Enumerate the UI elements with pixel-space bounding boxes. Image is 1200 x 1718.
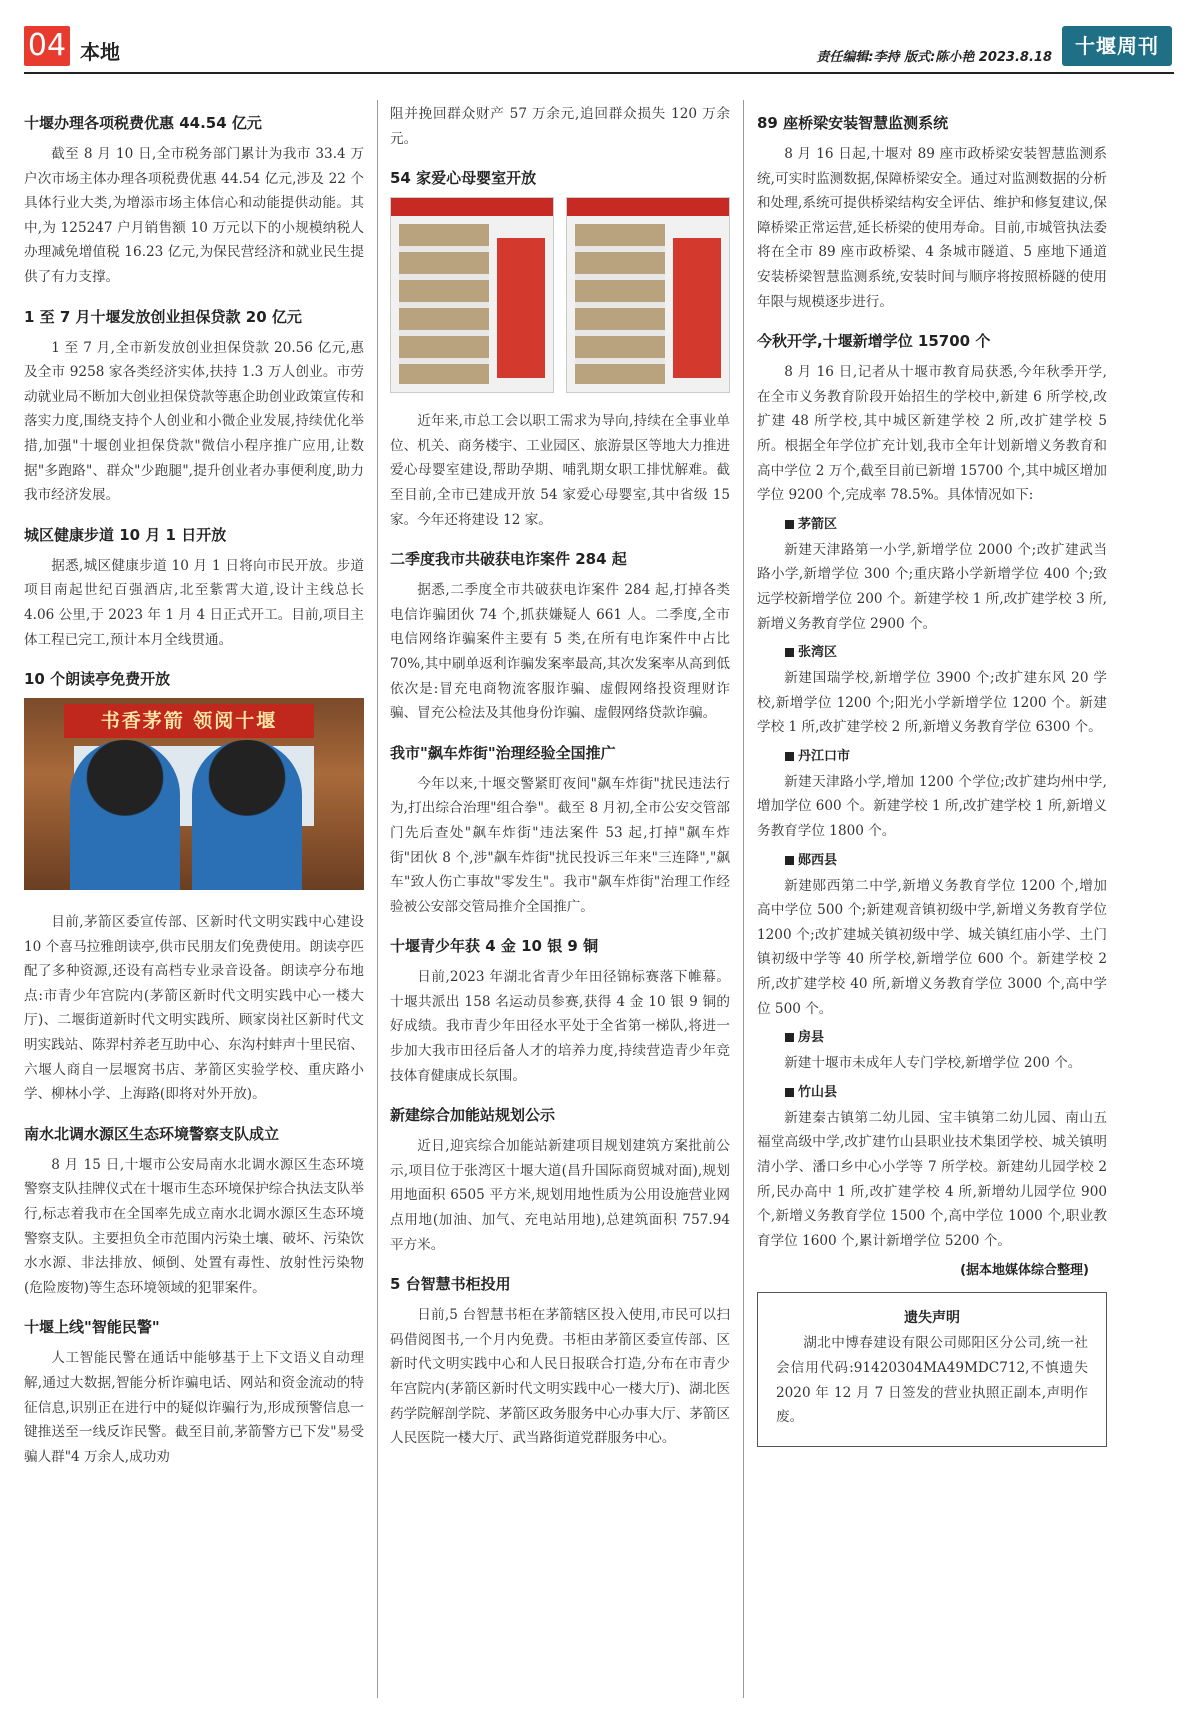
- district-heading: 丹江口市: [785, 746, 1107, 768]
- brand-logo: 十堰周刊: [1062, 26, 1172, 66]
- article-title: 10 个朗读亭免费开放: [24, 670, 171, 689]
- page-header: [24, 26, 1172, 72]
- loss-notice-box: [757, 1292, 1107, 1446]
- district-body: 新建郧西第二中学,新增义务教育学位 1200 个,增加高中学位 500 个;新建观音镇初级中学,新增义务教育学位 1200 个;改扩建城关镇初级中学、城关镇红庙小学、土门镇初级中学等 40 所学校,新增学位 600 个。新建学校 2 所,改扩建学校 40 所,新增义务教育学位 3000 个,高中学位 500 个。: [757, 877, 1107, 1017]
- article-title: 十堰青少年获 4 金 10 银 9 铜: [390, 937, 599, 956]
- column-3: [757, 96, 1107, 1447]
- district-heading: 茅箭区: [785, 514, 1107, 536]
- article-body: 近日,迎宾综合加能站新建项目规划建筑方案批前公示,项目位于张湾区十堰大道(昌升国际商贸城对面),规划用地面积 6505 平方米,规划用地性质为公用设施营业网点用地(加油、加气、充电站用地),总建筑面积 757.94 平方米。: [390, 1138, 730, 1253]
- article-title: 5 台智慧书柜投用: [390, 1275, 511, 1294]
- article-title: 十堰上线"智能民警": [24, 1318, 160, 1337]
- article-title: 54 家爱心母婴室开放: [390, 169, 537, 188]
- editor-info: 责任编辑:李持 版式:陈小艳 2023.8.18: [816, 50, 1052, 65]
- square-bullet-icon: [785, 856, 794, 865]
- district-body: 新建天津路小学,增加 1200 个学位;改扩建均州中学,增加学位 600 个。新建学校 1 所,改扩建学校 1 所,新增义务教育学位 1800 个。: [757, 773, 1107, 840]
- article-body: 阻并挽回群众财产 57 万余元,追回群众损失 120 万余元。: [390, 106, 730, 147]
- photo-banner-text: 书香茅箭 领阅十堰: [64, 704, 314, 738]
- article-title: 十堰办理各项税费优惠 44.54 亿元: [24, 114, 262, 132]
- section-title: 本地: [80, 40, 120, 64]
- notice-body: 湖北中博春建设有限公司郧阳区分公司,统一社会信用代码:91420304MA49MDC712,不慎遗失 2020 年 12 月 7 日签发的营业执照正副本,声明作废。: [776, 1335, 1088, 1426]
- header-divider: [24, 72, 1174, 74]
- page-number: 04: [24, 26, 70, 66]
- district-heading: 竹山县: [785, 1082, 1107, 1104]
- square-bullet-icon: [785, 752, 794, 761]
- article-body: 日前,5 台智慧书柜在茅箭辖区投入使用,市民可以扫码借阅图书,一个月内免费。书柜由茅箭区委宣传部、区新时代文明实践中心和人民日报联合打造,分布在市青少年宫院内(茅箭区新时代文明实践中心一楼大厅)、湖北医药学院解剖学院、茅箭区政务服务中心办事大厅、茅箭区人民医院一楼大厅、武当路街道党群服务中心。: [390, 1307, 730, 1447]
- bookshelf-image: [566, 197, 730, 393]
- district-heading: 房县: [785, 1027, 1107, 1049]
- article-title: 南水北调水源区生态环境警察支队成立: [24, 1124, 280, 1143]
- article-title: 今秋开学,十堰新增学位 15700 个: [757, 332, 991, 351]
- source-note: (据本地媒体综合整理): [960, 1263, 1089, 1279]
- column-1: [24, 96, 364, 1475]
- article-body: 人工智能民警在通话中能够基于上下文语义自动理解,通过大数据,智能分析诈骗电话、网站和资金流动的特征信息,识别正在进行中的疑似诈骗行为,形成预警信息一键推送至一线反诈民警。截至目前,茅箭警方已下发"易受骗人群"4 万余人,成功劝: [24, 1350, 364, 1465]
- article-body: 1 至 7 月,全市新发放创业担保贷款 20.56 亿元,惠及全市 9258 家各类经济实体,扶持 1.3 万人创业。市劳动就业局不断加大创业担保贷款等惠企助创业政策宣传和落实力度,围绕支持个人创业和小微企业发展,持续优化举措,加强"十堰创业担保贷款"微信小程序推广应用,让数据"多跑路"、群众"少跑腿",提升创业者办事便利度,助力我市经济发展。: [24, 339, 364, 504]
- article-body: 据悉,城区健康步道 10 月 1 日将向市民开放。步道项目南起世纪百强酒店,北至紫霄大道,设计主线总长 4.06 公里,于 2023 年 1 月 4 日正式开工。目前,项目主体工程已完工,预计本月全线贯通。: [24, 557, 364, 648]
- square-bullet-icon: [785, 1088, 794, 1097]
- district-heading: 张湾区: [785, 642, 1107, 664]
- article-body: 据悉,二季度全市共破获电诈案件 284 起,打掉各类电信诈骗团伙 74 个,抓获嫌疑人 661 人。二季度,全市电信网络诈骗案件主要有 5 类,在所有电诈案件中占比 70%,其中刷单返利诈骗发案率最高,其次发案率从高到低依次是:冒充电商物流客服诈骗、虚假网络投资理财诈骗、冒充公检法及其他身份诈骗、虚假网络贷款诈骗。: [390, 582, 730, 722]
- bookshelf-image: [390, 197, 554, 393]
- person-figure: [70, 740, 180, 890]
- article-title: 二季度我市共破获电诈案件 284 起: [390, 550, 627, 569]
- district-body: 新建十堰市未成年人专门学校,新增学位 200 个。: [784, 1055, 1082, 1072]
- column-divider: [377, 100, 378, 1698]
- reading-booth-photo: [24, 698, 364, 890]
- district-body: 新建国瑞学校,新增学位 3900 个;改扩建东风 20 学校,新增学位 1200 个;阳光小学新增学位 1200 个。新建学校 1 所,改扩建学校 2 所,新增义务教育学位 6300 个。: [757, 670, 1107, 736]
- article-body: 日前,2023 年湖北省青少年田径锦标赛落下帷幕。十堰共派出 158 名运动员参赛,获得 4 金 10 银 9 铜的好成绩。我市青少年田径水平处于全省第一梯队,将进一步加大我市田径后备人才的培养力度,持续营造青少年竞技体育健康成长氛围。: [390, 969, 730, 1084]
- square-bullet-icon: [785, 648, 794, 657]
- article-title: 1 至 7 月十堰发放创业担保贷款 20 亿元: [24, 307, 302, 326]
- article-body: 今年以来,十堰交警紧盯夜间"飙车炸街"扰民违法行为,打出综合治理"组合拳"。截至 8 月初,全市公安交管部门先后查处"飙车炸街"违法案件 53 起,打掉"飙车炸街"团伙 8 个,涉"飙车炸街"扰民投诉三年来"三连降","飙车"致人伤亡事故"零发生"。我市"飙车炸街"治理工作经验被公安部交管局推介全国推广。: [390, 775, 730, 915]
- person-figure: [192, 740, 302, 890]
- article-title: 我市"飙车炸街"治理经验全国推广: [390, 743, 616, 762]
- district-body: 新建秦古镇第二幼儿园、宝丰镇第二幼儿园、南山五福堂高级中学,改扩建竹山县职业技术集团学校、城关镇明清小学、潘口乡中心小学等 7 所学校。新建幼儿园学校 2 所,民办高中 1 所,改扩建学校 4 所,新增幼儿园学位 900 个,新增义务教育学位 1500 个,高中学位 1000 个,职业教育学位 1600 个,累计新增学位 5200 个。: [757, 1109, 1107, 1249]
- article-body: 8 月 15 日,十堰市公安局南水北调水源区生态环境警察支队挂牌仪式在十堰市生态环境保护综合执法支队举行,标志着我市在全国率先成立南水北调水源区生态环境警察支队。主要担负全市范围内污染土壤、破坏、污染饮水水源、非法排放、倾倒、处置有毒性、放射性污染物(危险废物)等生态环境领域的犯罪案件。: [24, 1156, 364, 1296]
- article-title: 89 座桥梁安装智慧监测系统: [757, 114, 949, 132]
- column-divider: [743, 100, 744, 1698]
- article-body: 8 月 16 日,记者从十堰市教育局获悉,今年秋季开学,在全市义务教育阶段开始招生的学校中,新建 6 所学校,改扩建 48 所学校,其中城区新建学校 2 所,改扩建学校 5 所。根据全年学位扩充计划,我市全年计划新增义务教育和高中学位 2 万个,截至目前已新增 15700 个,其中城区增加学位 9200 个,完成率 78.5%。具体情况如下:: [757, 364, 1107, 504]
- square-bullet-icon: [785, 1033, 794, 1042]
- article-body: 近年来,市总工会以职工需求为导向,持续在全事业单位、机关、商务楼宇、工业园区、旅游景区等地大力推进爱心母婴室建设,帮助孕期、哺乳期女职工排忧解难。截至目前,全市已建成开放 54 家爱心母婴室,其中省级 15 家。今年还将建设 12 家。: [390, 413, 730, 528]
- district-body: 新建天津路第一小学,新增学位 2000 个;改扩建武当路小学,新增学位 300 个;重庆路小学新增学位 400 个;致远学校新增学位 200 个。新建学校 1 所,改扩建学校 3 所,新增义务教育学位 2900 个。: [757, 541, 1107, 632]
- square-bullet-icon: [785, 520, 794, 529]
- mother-baby-room-photo: [390, 197, 730, 393]
- article-title: 城区健康步道 10 月 1 日开放: [24, 525, 227, 544]
- district-heading: 郧西县: [785, 850, 1107, 872]
- article-body: 截至 8 月 10 日,全市税务部门累计为我市 33.4 万户次市场主体办理各项税费优惠 44.54 亿元,涉及 22 个具体行业大类,为增添市场主体信心和动能提供动能。其中,为 125247 户月销售额 10 万元以下的小规模纳税人办理减免增值税 16.23 亿元,为保民营经济和就业民生提供了有力支撑。: [24, 146, 364, 285]
- article-title: 新建综合加能站规划公示: [390, 1106, 556, 1125]
- article-body: 8 月 16 日起,十堰对 89 座市政桥梁安装智慧监测系统,可实时监测数据,保障桥梁安全。通过对监测数据的分析和处理,系统可提供桥梁结构安全评估、维护和修复建议,保障桥梁正常运营,延长桥梁的使用寿命。目前,市城管执法委将在全市 89 座市政桥梁、4 条城市隧道、5 座地下通道安装桥梁智慧监测系统,安装时间与顺序将按照桥隧的使用年限与规模逐步进行。: [757, 146, 1107, 310]
- notice-title: 遗失声明: [904, 1310, 960, 1327]
- column-2: [390, 96, 730, 1457]
- article-body: 目前,茅箭区委宣传部、区新时代文明实践中心建设 10 个喜马拉雅朗读亭,供市民朋友们免费使用。朗读亭匹配了多种资源,还设有高档专业录音设备。朗读亭分布地点:市青少年宫院内(茅箭区新时代文明实践中心一楼大厅)、二堰街道新时代文明实践所、顾家岗社区新时代文明实践站、陈羿村养老互助中心、东沟村蚌声十里民宿、六堰人商自一层堰窝书店、茅箭区实验学校、重庆路小学、柳林小学、上海路(即将对外开放)。: [24, 914, 364, 1103]
